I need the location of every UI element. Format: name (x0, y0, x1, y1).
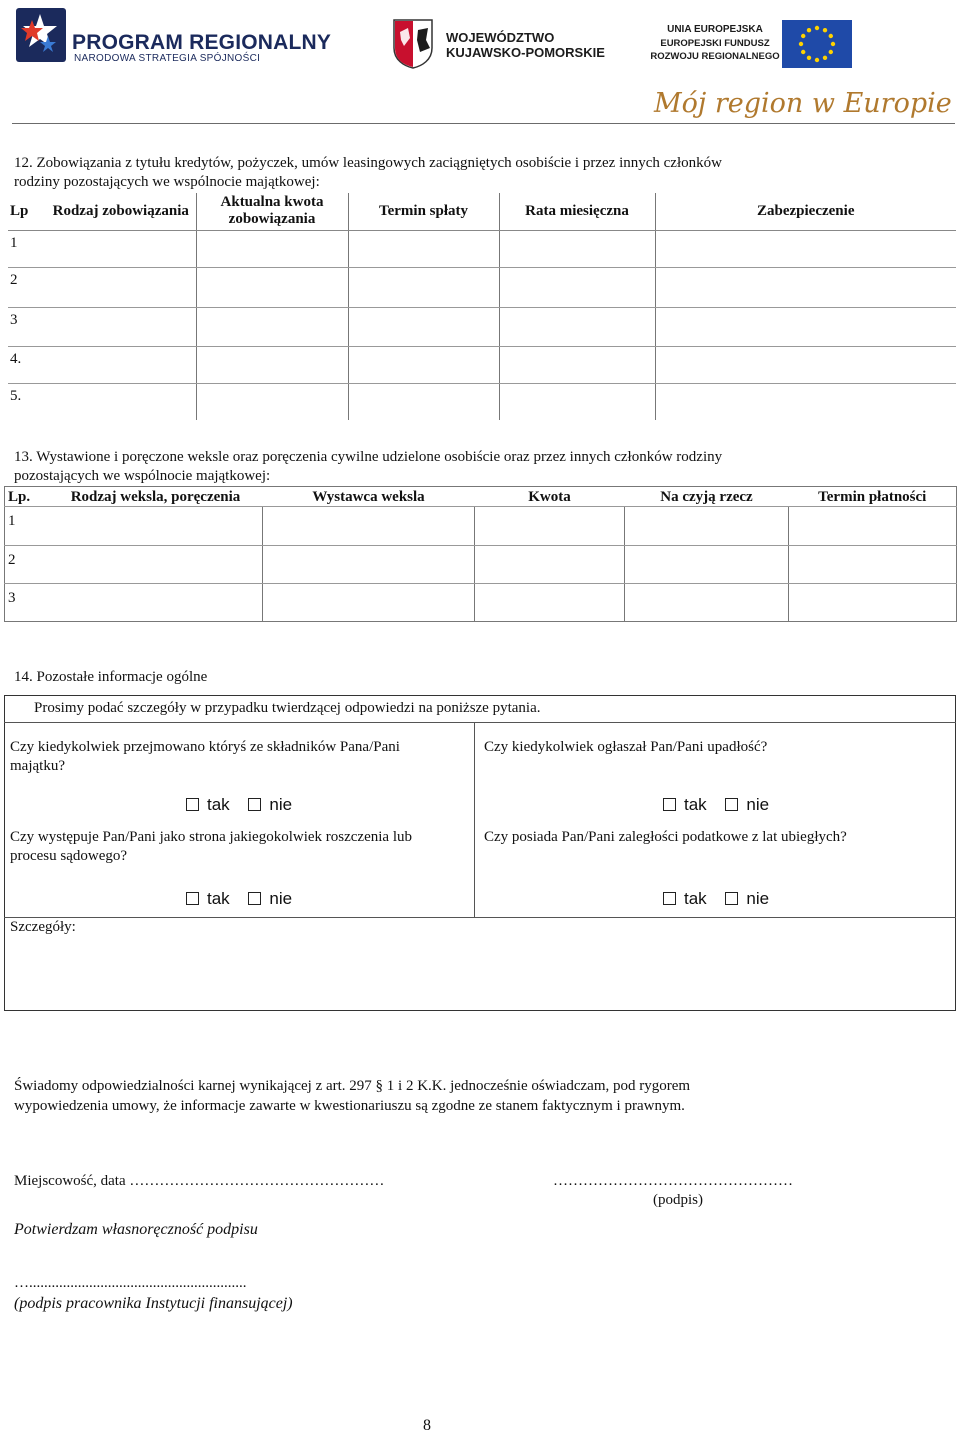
cell-rata[interactable] (499, 307, 655, 346)
col-header-na-czyja-rzecz: Na czyją rzecz (625, 487, 789, 507)
checkbox-icon (725, 798, 738, 811)
cell-na-czyja-rzecz[interactable] (625, 507, 789, 546)
cell-na-czyja-rzecz[interactable] (625, 546, 789, 584)
col-header-lp: Lp. (5, 487, 49, 507)
row-number: 1 (8, 230, 46, 267)
cell-rodzaj[interactable] (46, 383, 196, 420)
asset-seizure-options (186, 795, 292, 815)
checkbox-icon (725, 892, 738, 905)
liabilities-table (8, 193, 956, 420)
col-header-rata: Rata miesięczna (499, 193, 655, 230)
eu-label-line3: ROZWOJU REGIONALNEGO (650, 51, 780, 62)
general-info-separator (4, 722, 956, 723)
lawsuit-no-checkbox[interactable]: nie (248, 889, 292, 908)
col-header-kwota: Aktualna kwota zobowiązania (196, 193, 348, 230)
bankruptcy-no-checkbox[interactable]: nie (725, 795, 769, 814)
program-regionalny-logo (14, 6, 332, 66)
cell-termin[interactable] (348, 267, 499, 307)
signature-label: (podpis) (653, 1192, 703, 1208)
program-regionalny-subtitle: NARODOWA STRATEGIA SPÓJNOŚCI (74, 53, 261, 64)
cell-rodzaj[interactable] (46, 346, 196, 383)
eu-label-line1: UNIA EUROPEJSKA (667, 24, 763, 35)
tax-arrears-options (663, 889, 769, 909)
table-row (8, 383, 956, 420)
cell-rodzaj[interactable] (46, 230, 196, 267)
tax-arrears-no-checkbox[interactable]: nie (725, 889, 769, 908)
section-12-heading-line1: 12. Zobowiązania z tytułu kredytów, pożyczek, umów leasingowych zaciągniętych osobiście i przez innych członków (14, 155, 722, 171)
cell-termin[interactable] (348, 230, 499, 267)
cell-rodzaj[interactable] (46, 267, 196, 307)
question-lawsuit-line2: procesu sądowego? (10, 848, 128, 864)
checkbox-icon (186, 798, 199, 811)
col-header-zabezpieczenie: Zabezpieczenie (655, 193, 956, 230)
cell-kwota[interactable] (196, 230, 348, 267)
col-header-termin: Termin spłaty (348, 193, 499, 230)
col-header-termin-platnosci: Termin płatności (789, 487, 957, 507)
col-header-lp: Lp (8, 193, 46, 230)
cell-kwota[interactable] (196, 383, 348, 420)
program-regionalny-emblem (14, 6, 70, 66)
checkbox-icon (248, 892, 261, 905)
cell-zabezpieczenie[interactable] (655, 307, 956, 346)
eu-label-line2: EUROPEJSKI FUNDUSZ (660, 38, 770, 49)
signature-confirmation: Potwierdzam własnoręczność podpisu (14, 1221, 258, 1238)
cell-zabezpieczenie[interactable] (655, 267, 956, 307)
section-13-heading-line1: 13. Wystawione i poręczone weksle oraz poręczenia cywilne udzielone osobiście oraz przez innych członków rodziny (14, 449, 723, 465)
cell-wystawca[interactable] (263, 546, 475, 584)
section-13-heading-line2: pozostających we wspólnocie majątkowej: (14, 468, 271, 484)
moj-region-w-europie-slogan: Mój region w Europie (654, 88, 952, 119)
row-number: 3 (8, 590, 16, 606)
cell-termin-platnosci[interactable] (789, 584, 957, 622)
kujawsko-pomorskie-coat-of-arms (392, 18, 434, 70)
col-header-rodzaj: Rodzaj zobowiązania (46, 193, 196, 230)
program-regionalny-title: PROGRAM REGIONALNY (72, 31, 332, 54)
clerk-signature-label: (podpis pracownika Instytucji finansującej) (14, 1295, 293, 1312)
cell-kwota[interactable] (475, 546, 625, 584)
section-14-heading: 14. Pozostałe informacje ogólne (14, 669, 208, 685)
declaration-line2: wypowiedzenia umowy, że informacje zawarte w kwestionariuszu są zgodne ze stanem faktycznym i prawnym. (14, 1098, 685, 1114)
checkbox-icon (663, 798, 676, 811)
checkbox-icon (248, 798, 261, 811)
table-row (8, 230, 956, 267)
wojewodztwo-line1: WOJEWÓDZTWO (446, 30, 555, 45)
cell-termin-platnosci[interactable] (789, 546, 957, 584)
table-row (5, 584, 957, 622)
cell-termin[interactable] (348, 383, 499, 420)
row-number: 1 (5, 507, 49, 546)
cell-rodzaj-weksla[interactable] (49, 584, 263, 622)
cell-termin-platnosci[interactable] (789, 507, 957, 546)
row-number: 2 (8, 267, 46, 307)
cell-termin[interactable] (348, 346, 499, 383)
cell-kwota[interactable] (475, 507, 625, 546)
cell-rata[interactable] (499, 383, 655, 420)
question-asset-seizure-line2: majątku? (10, 758, 65, 774)
cell-rodzaj[interactable] (46, 307, 196, 346)
cell-kwota[interactable] (475, 584, 625, 622)
bills-header-row (5, 487, 957, 507)
question-lawsuit-line1: Czy występuje Pan/Pani jako strona jakiegokolwiek roszczenia lub (10, 829, 412, 845)
cell-zabezpieczenie[interactable] (655, 230, 956, 267)
details-field[interactable] (100, 920, 950, 1006)
cell-termin[interactable] (348, 307, 499, 346)
cell-wystawca[interactable] (263, 507, 475, 546)
table-row (8, 307, 956, 346)
cell-rata[interactable] (499, 230, 655, 267)
cell-wystawca[interactable] (263, 584, 475, 622)
row-number: 3 (8, 307, 46, 346)
cell-rodzaj-weksla[interactable] (49, 546, 263, 584)
table-row (5, 507, 957, 546)
declaration-line1: Świadomy odpowiedzialności karnej wynikającej z art. 297 § 1 i 2 K.K. jednocześnie oświadczam, pod rygorem (14, 1078, 691, 1094)
asset-seizure-yes-checkbox[interactable]: tak (186, 795, 230, 814)
checkbox-icon (663, 892, 676, 905)
col-header-wystawca: Wystawca weksla (263, 487, 475, 507)
question-tax-arrears: Czy posiada Pan/Pani zaległości podatkowe z lat ubiegłych? (484, 829, 847, 845)
table-row (8, 267, 956, 307)
question-asset-seizure-line1: Czy kiedykolwiek przejmowano któryś ze składników Pana/Pani (10, 739, 400, 755)
cell-kwota[interactable] (196, 307, 348, 346)
lawsuit-yes-checkbox[interactable]: tak (186, 889, 230, 908)
clerk-signature-field[interactable]: ….......................................................... (14, 1275, 247, 1291)
cell-kwota[interactable] (196, 267, 348, 307)
asset-seizure-no-checkbox[interactable]: nie (248, 795, 292, 814)
tax-arrears-yes-checkbox[interactable]: tak (663, 889, 707, 908)
wojewodztwo-line2: KUJAWSKO-POMORSKIE (446, 45, 605, 60)
row-number: 5. (10, 387, 22, 404)
cell-rodzaj-weksla[interactable] (49, 507, 263, 546)
questions-row-separator (4, 917, 956, 918)
header-divider (12, 123, 955, 124)
bills-guarantees-table (4, 486, 957, 622)
liabilities-header-row (8, 193, 956, 230)
signature-field[interactable]: ………………………………………… (553, 1173, 793, 1189)
row-number: 4. (8, 346, 46, 383)
col-header-kwota: Kwota (475, 487, 625, 507)
place-date-field[interactable]: Miejscowość, data …………………………………………… (14, 1173, 385, 1189)
bankruptcy-yes-checkbox[interactable]: tak (663, 795, 707, 814)
questions-column-separator (474, 723, 475, 918)
bankruptcy-options (663, 795, 769, 815)
table-row (8, 346, 956, 383)
question-bankruptcy: Czy kiedykolwiek ogłaszał Pan/Pani upadłość? (484, 739, 768, 755)
section-12-heading-line2: rodziny pozostających we wspólnocie majątkowej: (14, 174, 320, 190)
cell-kwota[interactable] (196, 346, 348, 383)
details-label: Szczegóły: (10, 919, 76, 935)
row-number: 2 (5, 546, 49, 584)
checkbox-icon (186, 892, 199, 905)
cell-zabezpieczenie[interactable] (655, 346, 956, 383)
table-row (5, 546, 957, 584)
cell-na-czyja-rzecz[interactable] (625, 584, 789, 622)
cell-rata[interactable] (499, 267, 655, 307)
col-header-rodzaj-weksla: Rodzaj weksla, poręczenia (49, 487, 263, 507)
cell-rata[interactable] (499, 346, 655, 383)
lawsuit-options (186, 889, 292, 909)
eu-flag-icon (782, 20, 852, 68)
page-number: 8 (423, 1417, 431, 1434)
general-info-intro: Prosimy podać szczegóły w przypadku twierdzącej odpowiedzi na poniższe pytania. (34, 700, 541, 716)
cell-zabezpieczenie[interactable] (655, 383, 956, 420)
